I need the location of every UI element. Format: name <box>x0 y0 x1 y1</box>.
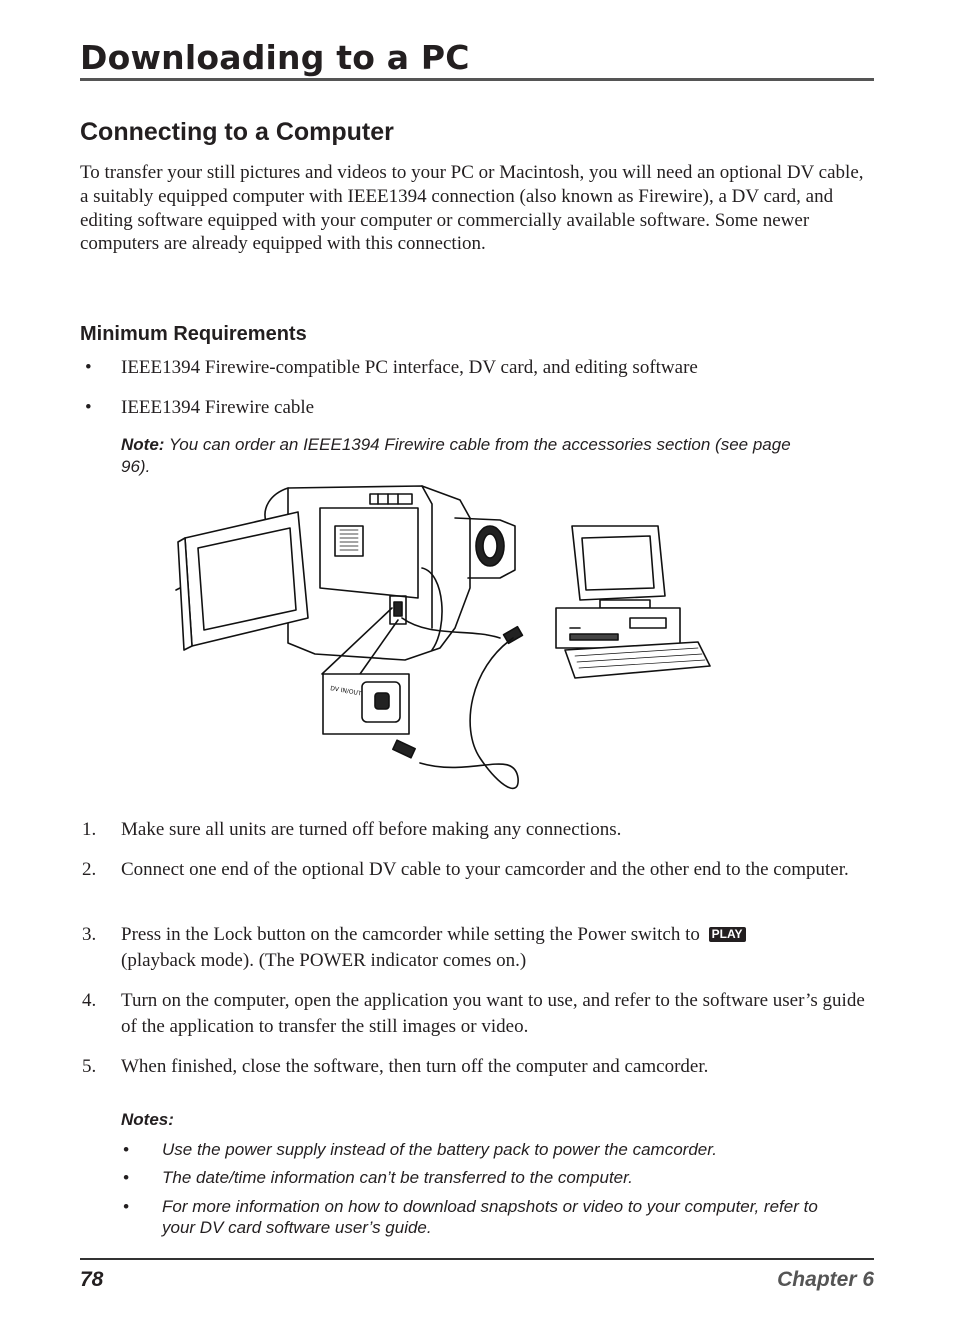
step-text: Turn on the computer, open the application you want to use, and refer to the software user’s guide of the application to transfer the still images or video. <box>121 990 865 1037</box>
step-number: 4. <box>82 990 97 1011</box>
section-heading: Connecting to a Computer <box>80 118 394 146</box>
notes-item <box>121 1167 821 1188</box>
step-item <box>80 922 870 974</box>
page-number: 78 <box>80 1268 104 1291</box>
step-item <box>80 1054 870 1080</box>
step-item <box>80 817 870 843</box>
step-text: When finished, close the software, then turn off the computer and camcorder. <box>121 1056 709 1077</box>
bullet: • <box>85 397 92 418</box>
connection-illustration <box>170 478 730 808</box>
step-text: Connect one end of the optional DV cable to your camcorder and the other end to the computer. <box>121 859 849 880</box>
step-number: 2. <box>82 859 97 880</box>
notes-item <box>121 1196 821 1238</box>
notes-item <box>121 1139 821 1160</box>
footer-rule <box>80 1258 874 1260</box>
note <box>121 434 821 478</box>
step-number: 1. <box>82 819 97 840</box>
step-text: Make sure all units are turned off before making any connections. <box>121 819 622 840</box>
step-item <box>80 988 870 1040</box>
step-item <box>80 857 870 883</box>
notes-text: For more information on how to download snapshots or video to your computer, refer to your DV card software user’s guide. <box>162 1197 818 1237</box>
dv-jack-label: DV IN/OUT <box>329 685 362 698</box>
bullet: • <box>123 1168 129 1187</box>
requirements-heading: Minimum Requirements <box>80 323 307 345</box>
bullet: • <box>123 1140 129 1159</box>
bullet: • <box>85 357 92 378</box>
title-rule <box>80 78 874 81</box>
notes-heading: Notes: <box>121 1110 174 1129</box>
footer-chapter-label: Chapter 6 <box>777 1268 874 1291</box>
play-mode-badge: PLAY <box>709 927 746 942</box>
computer-illustration <box>556 526 710 678</box>
step-number: 5. <box>82 1056 97 1077</box>
note-body: You can order an IEEE1394 Firewire cable from the accessories section (see page 96). <box>121 435 791 476</box>
step-text-after: (playback mode). (The POWER indicator comes on.) <box>121 950 527 971</box>
requirement-text: IEEE1394 Firewire cable <box>121 397 315 418</box>
intro-paragraph: To transfer your still pictures and videos to your PC or Macintosh, you will need an optional DV cable, a suitably equipped computer with IEEE1394 connection (also known as Firewire), a DV card, and editing software equipped with your computer or commercially available software. Some newer computers are already equipped with this connection. <box>80 162 864 255</box>
step-text <box>121 922 870 974</box>
chapter-title: Downloading to a PC <box>80 38 470 77</box>
requirement-text: IEEE1394 Firewire-compatible PC interface, DV card, and editing software <box>121 357 698 378</box>
notes-text: The date/time information can’t be transferred to the computer. <box>162 1168 633 1187</box>
note-label: Note: <box>121 435 165 454</box>
notes-text: Use the power supply instead of the battery pack to power the camcorder. <box>162 1140 717 1159</box>
bullet: • <box>123 1197 129 1216</box>
step-number: 3. <box>82 924 97 945</box>
step-text-before: Press in the Lock button on the camcorder while setting the Power switch to <box>121 924 700 945</box>
